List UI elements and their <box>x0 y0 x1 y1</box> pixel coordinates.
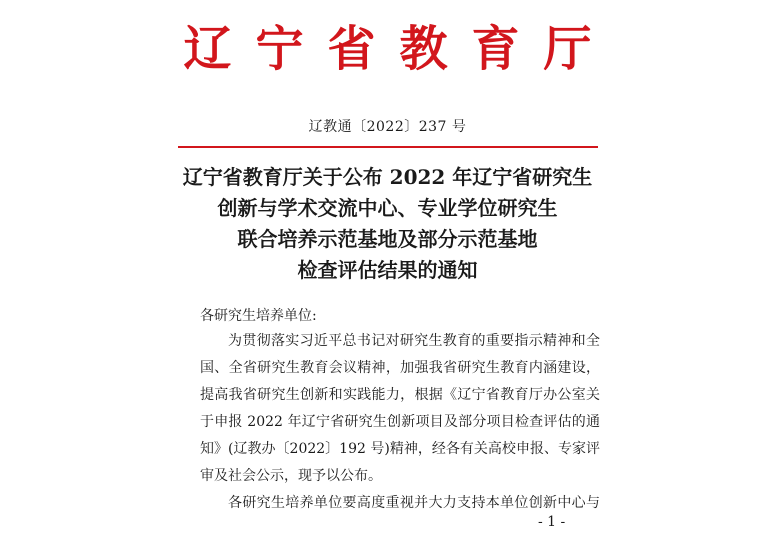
body-paragraph-1 <box>200 328 600 490</box>
paragraph-line: 为贯彻落实习近平总书记对研究生教育的重要指示精神和全 <box>228 333 600 349</box>
paragraph-line: 各研究生培养单位要高度重视并大力支持本单位创新中心与 <box>228 495 600 511</box>
paragraph-line: 提高我省研究生创新和实践能力，根据《辽宁省教育厅办公室关 <box>200 387 600 403</box>
agency-masthead: 辽宁省教育厅 <box>183 21 616 77</box>
paragraph-line: 审及社会公示，现予以公布。 <box>200 468 382 484</box>
paragraph-line: 于申报 2022 年辽宁省研究生创新项目及部分项目检查评估的通 <box>200 414 600 430</box>
notice-title <box>0 162 775 286</box>
paragraph-line: 知》(辽教办〔2022〕192 号)精神，经各有关高校申报、专家评 <box>200 441 600 457</box>
salutation: 各研究生培养单位: <box>200 308 317 324</box>
red-divider-rule <box>178 146 598 148</box>
title-line: 创新与学术交流中心、专业学位研究生 <box>217 196 558 220</box>
title-line: 联合培养示范基地及部分示范基地 <box>237 227 538 251</box>
page-number: - 1 - <box>538 514 566 530</box>
document-number: 辽教通〔2022〕237 号 <box>308 119 467 135</box>
title-line: 辽宁省教育厅关于公布 2022 年辽宁省研究生 <box>182 165 593 189</box>
paragraph-line: 国、全省研究生教育会议精神，加强我省研究生教育内涵建设， <box>200 360 600 376</box>
title-line: 检查评估结果的通知 <box>297 258 478 282</box>
